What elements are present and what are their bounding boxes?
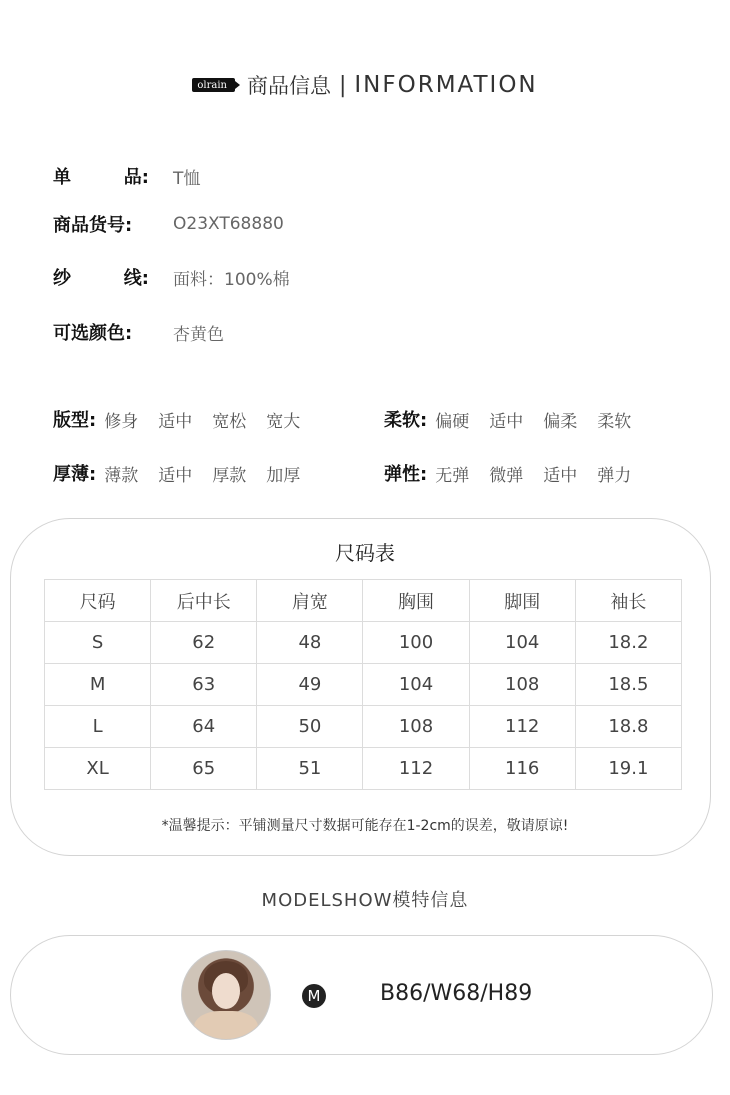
- table-header-row: [45, 580, 682, 622]
- table-cell: 64: [151, 706, 257, 748]
- attr-option: 微弹: [489, 465, 524, 486]
- attr-softness: [384, 405, 651, 433]
- info-label: 商品货号:: [53, 215, 133, 236]
- table-row: [45, 748, 682, 790]
- attr-option: 厚款: [212, 465, 247, 486]
- info-label: [53, 264, 149, 290]
- info-label-part: 纱: [53, 268, 71, 289]
- attr-option-selected: 偏柔: [543, 407, 597, 432]
- table-cell: 18.2: [575, 622, 681, 664]
- table-header-cell: 胸围: [363, 580, 469, 622]
- header-title-en: INFORMATION: [354, 72, 538, 98]
- attr-option: 加厚: [266, 465, 301, 486]
- attr-option: 偏硬: [435, 411, 470, 432]
- info-row-item: [53, 164, 200, 188]
- info-label-part: 品:: [123, 167, 149, 188]
- brand-logo: [192, 78, 235, 92]
- model-size-badge: M: [302, 984, 326, 1008]
- model-section-title: MODELSHOW模特信息: [261, 890, 469, 911]
- table-cell: 108: [363, 706, 469, 748]
- info-label: 可选颜色:: [53, 323, 133, 344]
- attr-option: 适中: [158, 411, 193, 432]
- table-cell: L: [45, 706, 151, 748]
- table-cell: 108: [469, 664, 575, 706]
- table-cell: XL: [45, 748, 151, 790]
- header-title-cn: 商品信息: [246, 74, 331, 98]
- info-value: 面料：100%棉: [173, 269, 290, 290]
- table-cell: 51: [257, 748, 363, 790]
- table-cell: 112: [469, 706, 575, 748]
- table-cell: 50: [257, 706, 363, 748]
- table-header-cell: 肩宽: [257, 580, 363, 622]
- table-cell: 112: [363, 748, 469, 790]
- table-cell: 19.1: [575, 748, 681, 790]
- attr-option: 柔软: [597, 411, 632, 432]
- table-cell: M: [45, 664, 151, 706]
- table-cell: 49: [257, 664, 363, 706]
- table-header-cell: 尺码: [45, 580, 151, 622]
- info-row-material: [53, 265, 290, 289]
- model-avatar: [181, 950, 271, 1040]
- attr-option-selected: 适中: [158, 461, 212, 486]
- table-cell: 18.5: [575, 664, 681, 706]
- attr-elasticity: [384, 459, 651, 487]
- table-cell: 65: [151, 748, 257, 790]
- brand-logo-text: olrain: [197, 79, 227, 91]
- info-value: O23XT68880: [173, 214, 284, 234]
- table-cell: 104: [363, 664, 469, 706]
- table-row: [45, 622, 682, 664]
- table-cell: 18.8: [575, 706, 681, 748]
- table-row: [45, 664, 682, 706]
- info-row-color: [53, 320, 224, 344]
- table-cell: 63: [151, 664, 257, 706]
- table-header-cell: 脚围: [469, 580, 575, 622]
- attr-label: 厚薄:: [53, 464, 97, 485]
- size-chart-title: 尺码表: [335, 541, 395, 565]
- table-header-cell: 后中长: [151, 580, 257, 622]
- avatar-face-shape: [212, 973, 240, 1009]
- attr-option-selected: 适中: [543, 461, 597, 486]
- attr-thickness: [53, 459, 320, 487]
- attr-option: 薄款: [104, 465, 139, 486]
- model-card: [10, 935, 713, 1055]
- attr-fit: [53, 405, 320, 433]
- attr-option: 修身: [104, 411, 139, 432]
- table-cell: 62: [151, 622, 257, 664]
- attr-label: 柔软:: [384, 410, 428, 431]
- table-row: [45, 706, 682, 748]
- size-note: *温馨提示：平铺测量尺寸数据可能存在1-2cm的误差，敬请原谅!: [161, 818, 569, 834]
- table-cell: 48: [257, 622, 363, 664]
- table-cell: 116: [469, 748, 575, 790]
- info-value: T恤: [173, 168, 201, 189]
- header-separator: |: [338, 72, 347, 98]
- table-cell: S: [45, 622, 151, 664]
- info-label-part: 单: [53, 167, 71, 188]
- info-row-sku: [53, 212, 284, 236]
- attr-option: 弹力: [597, 465, 632, 486]
- attr-option-selected: 宽松: [212, 407, 266, 432]
- model-measurements: B86/W68/H89: [380, 981, 533, 1006]
- size-table: [44, 579, 682, 790]
- attr-label: 弹性:: [384, 464, 428, 485]
- table-cell: 100: [363, 622, 469, 664]
- section-header: [0, 70, 730, 100]
- avatar-body-shape: [194, 1011, 258, 1040]
- attr-label: 版型:: [53, 410, 97, 431]
- table-cell: 104: [469, 622, 575, 664]
- table-header-cell: 袖长: [575, 580, 681, 622]
- info-label-part: 线:: [123, 268, 149, 289]
- info-label: [53, 163, 149, 189]
- attr-option: 无弹: [435, 465, 470, 486]
- info-value: 杏黄色: [173, 324, 224, 345]
- attr-option: 宽大: [266, 411, 301, 432]
- attr-option: 适中: [489, 411, 524, 432]
